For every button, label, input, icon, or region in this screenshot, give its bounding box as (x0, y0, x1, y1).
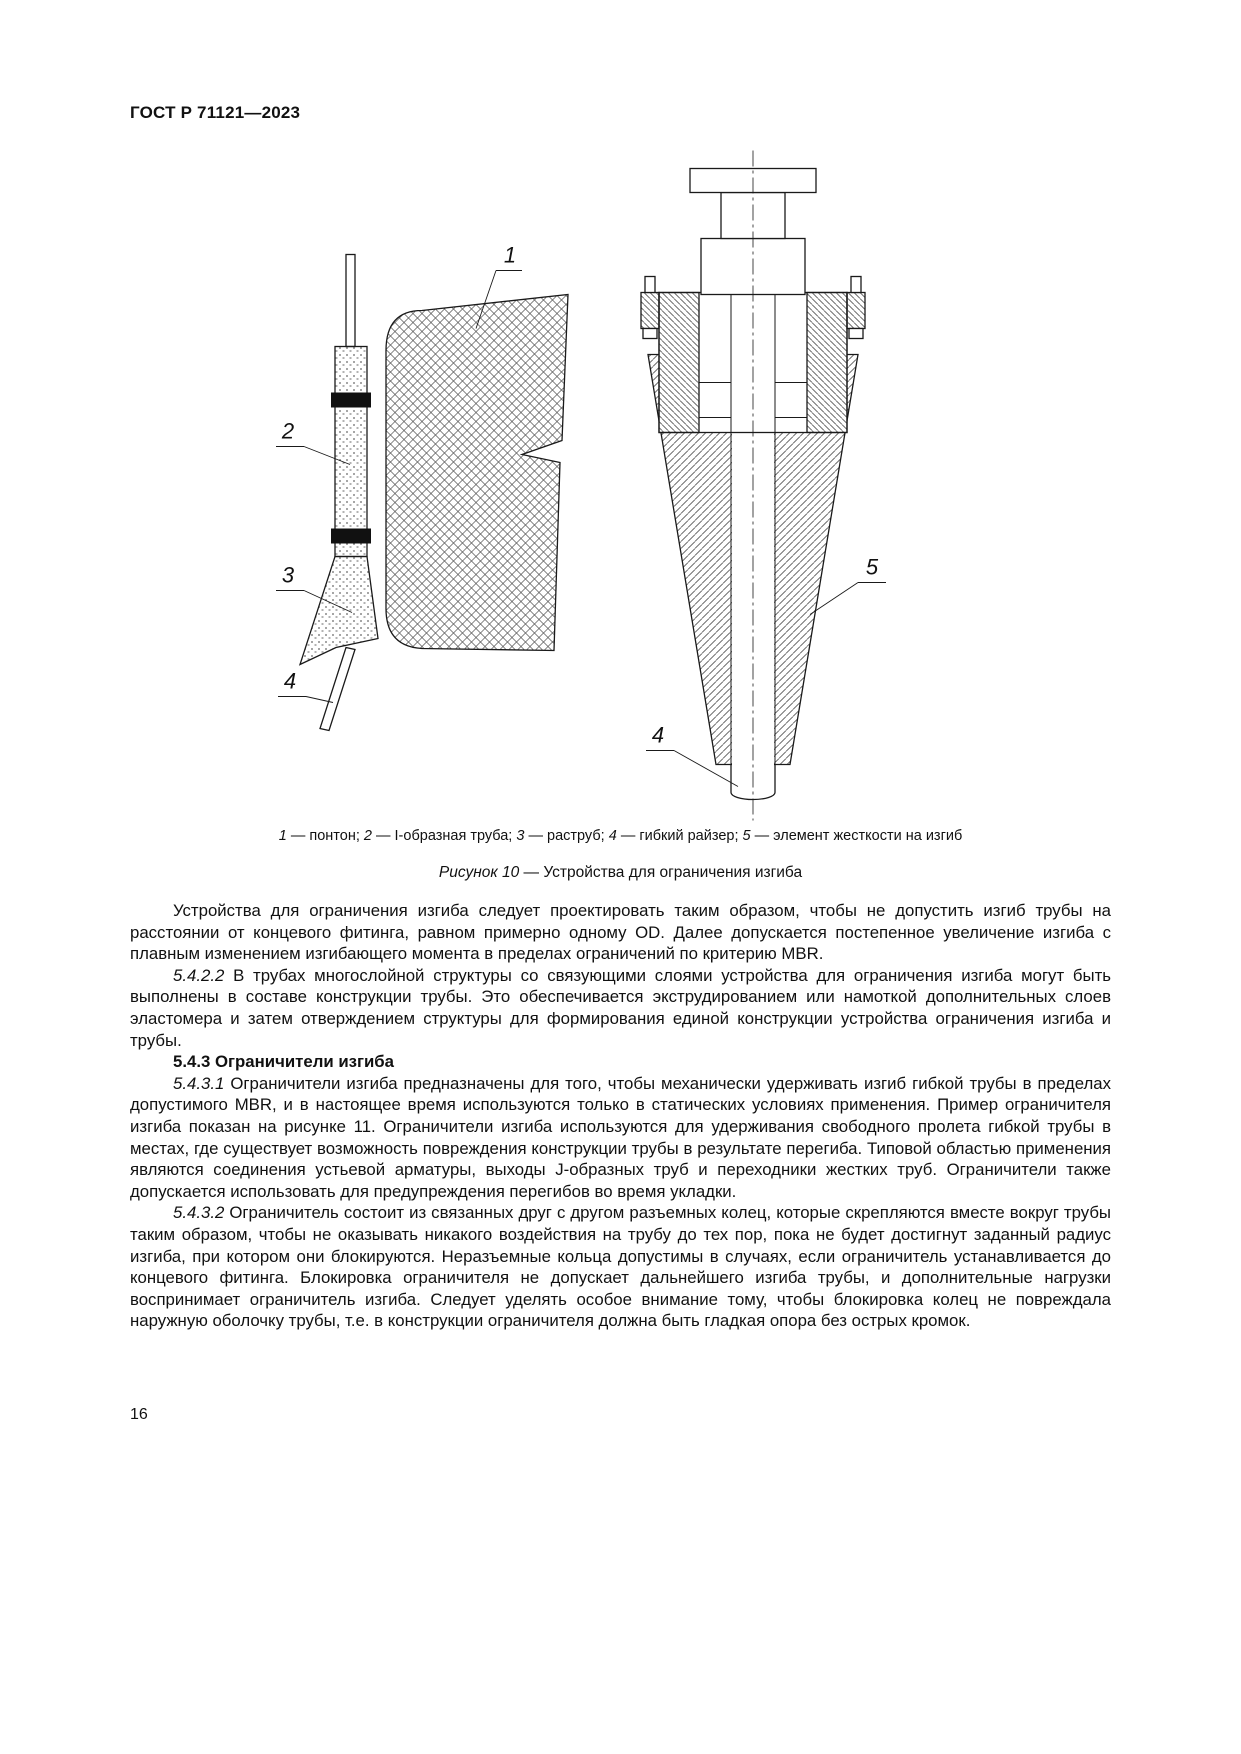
paragraph-text: Устройства для ограничения изгиба следует проектировать таким образом, чтобы не допустить изгиб трубы на расстоянии от концевого фитинга, равном примерно одному OD. Далее допускается постепенное увеличение изгиба с плавным изменением изгибающего момента в пределах ограничений по критерию MBR. (130, 901, 1111, 964)
clamp-band-upper (331, 393, 371, 408)
legend-num: 3 (516, 828, 525, 844)
heading-text: Ограничители изгиба (215, 1052, 394, 1072)
legend-num: 2 (363, 828, 372, 844)
clause-number: 5.4.2.2 (173, 965, 225, 985)
paragraph-text: В трубах многослойной структуры со связующими слоями устройства для ограничения изгиба могут быть выполнены в составе конструкции трубы. Это обеспечивается экструдированием или намоткой дополнительных слоев эластомера и затем отверждением структуры для формирования единой конструкции устройства ограничения изгиба и трубы. (130, 965, 1111, 1050)
clamp-band-lower (331, 529, 371, 544)
figure-caption-text: — Устройства для ограничения изгиба (519, 864, 803, 881)
page-number: 16 (130, 1406, 148, 1423)
riser-shape (320, 648, 355, 731)
end-fitting-hatch-right (807, 293, 847, 433)
legend-label: — раструб; (524, 828, 609, 844)
callout-1: 1 (503, 242, 517, 268)
doc-number: ГОСТ Р 71121—2023 (130, 103, 301, 122)
figure-caption-label: Рисунок 10 (438, 864, 520, 881)
body-text (130, 900, 1111, 1332)
legend-label: — I-образная труба; (371, 828, 517, 844)
clause-number: 5.4.3.1 (173, 1073, 225, 1093)
i-pipe-shape (335, 347, 367, 557)
clause-number: 5.4.3 (173, 1052, 211, 1072)
paragraph (130, 1073, 1111, 1203)
paragraph-text: Ограничители изгиба предназначены для того, чтобы механически удерживать изгиб гибкой трубы в пределах допустимого MBR, и в настоящее время используются только в статических условиях применения. Пример ограничителя изгиба показан на рисунке 11. Ограничители изгиба используются для удерживания свободного пролета гибкой трубы в местах, где существует возможность повреждения конструкции трубы в результате перегиба. Типовой областью применения являются соединения устьевой арматуры, выходы J-образных труб и переходники жестких труб. Ограничители также допускается использовать для предупреждения перегибов во время укладки. (130, 1073, 1111, 1201)
callout-3: 3 (281, 562, 295, 588)
figure-10-drawing (170, 140, 1070, 835)
clause-number: 5.4.3.2 (173, 1203, 225, 1223)
callout-4-right: 4 (651, 722, 665, 748)
legend-num: 4 (608, 828, 617, 844)
callout-5: 5 (865, 554, 879, 580)
left-figure (276, 255, 568, 731)
legend-label: — элемент жесткости на изгиб (750, 828, 963, 844)
paragraph (130, 900, 1111, 965)
paragraph-text: Ограничитель состоит из связанных друг с другом разъемных колец, которые скрепляются вместе вокруг трубы таким образом, чтобы не оказывать никакого воздействия на трубу до тех пор, пока не будет достигнут заданный радиус изгиба, при котором они блокируются. Неразъемные кольца допустимы в случаях, если ограничитель устанавливается до концевого фитинга. Блокировка ограничителя не допускает дальнейшего изгиба трубы, и дополнительные нагрузки воспринимает ограничитель изгиба. Следует уделять особое внимание тому, чтобы блокировка колец не повреждала наружную оболочку трубы, т.е. в конструкции ограничителя должна быть гладкая опора без острых кромок. (130, 1203, 1111, 1331)
callout-2: 2 (281, 418, 295, 444)
section-heading (130, 1051, 1111, 1073)
legend-num: 5 (742, 828, 751, 844)
callout-4-left: 4 (283, 668, 297, 694)
figure-legend (0, 828, 1241, 844)
paragraph (130, 965, 1111, 1051)
right-figure (641, 151, 886, 821)
pontoon-shape (386, 295, 568, 651)
top-pipe-shape (346, 255, 355, 347)
legend-num: 1 (278, 828, 287, 844)
bell-mouth-shape (300, 557, 378, 665)
end-fitting-hatch-left (659, 293, 699, 433)
legend-label: — понтон; (286, 828, 364, 844)
legend-label: — гибкий райзер; (616, 828, 743, 844)
figure-caption (0, 864, 1241, 882)
paragraph (130, 1202, 1111, 1332)
